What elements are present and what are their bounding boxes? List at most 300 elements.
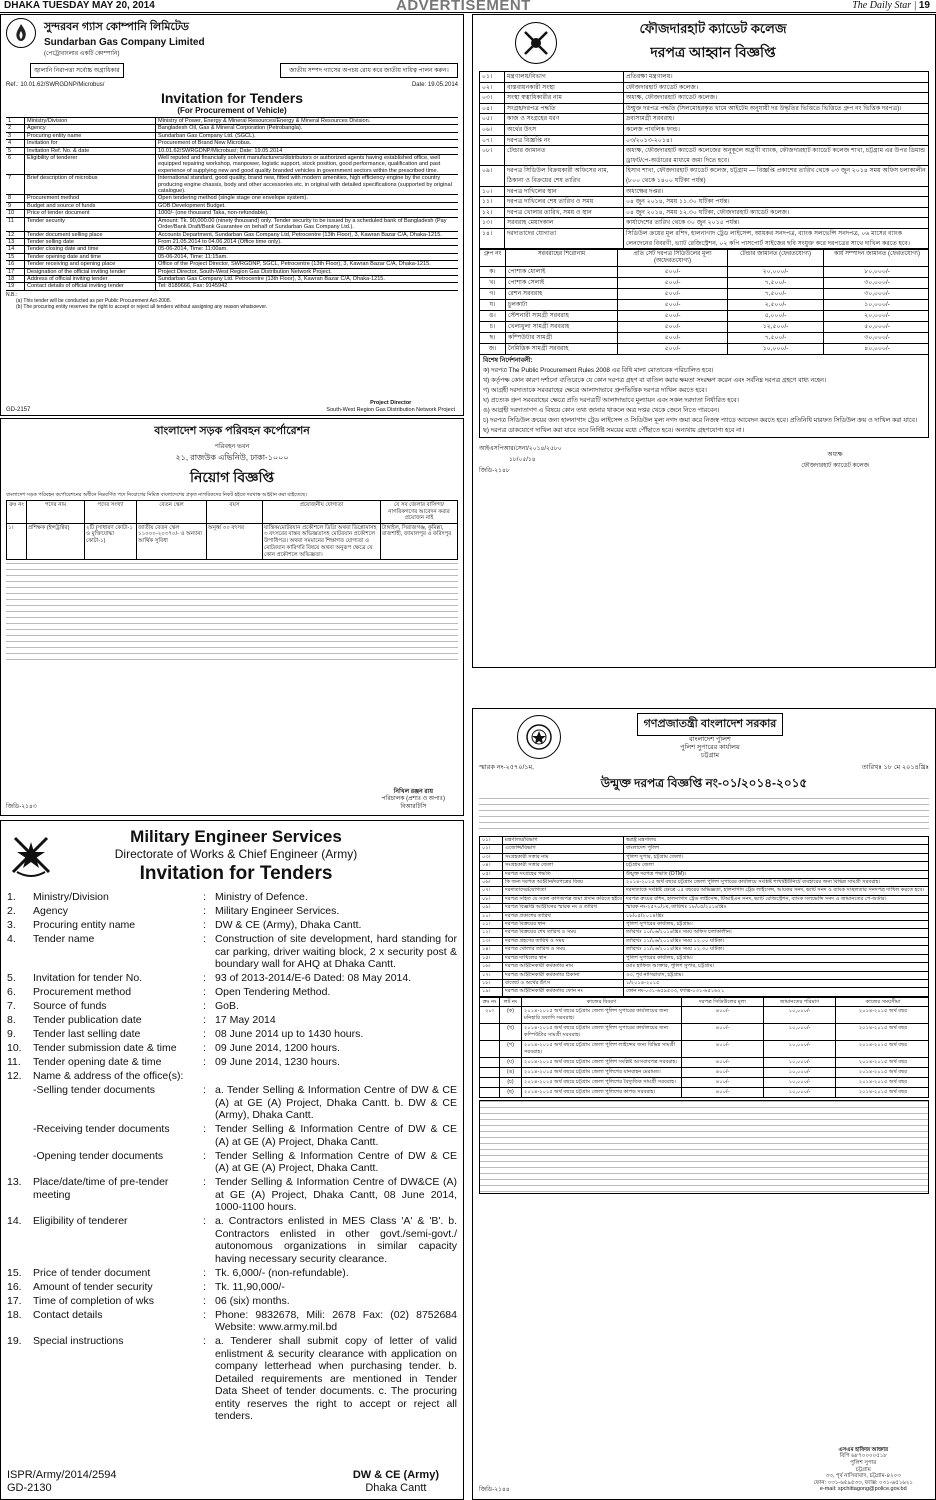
item-number <box>7 1123 33 1148</box>
table-cell: ২০১৪-২০১৫ অর্থ বছর <box>858 1088 908 1095</box>
row-value: Open tendering method (single stage one envelope system). <box>158 195 308 202</box>
row-value: ফৌজদারহাট ক্যাডেট কলেজ। <box>626 83 699 91</box>
table-cell: ৫০০/- <box>618 300 728 310</box>
item-number: 2. <box>7 905 16 917</box>
item-value: Tk. 11,90,000/- <box>215 1280 285 1293</box>
list-item <box>7 1014 457 1027</box>
group-row <box>480 299 928 310</box>
lot-row <box>480 1077 928 1087</box>
table-cell: ৪০০/- <box>682 1041 764 1057</box>
table-cell: ৪০০/- <box>682 1088 764 1097</box>
row-value: ০৩/২০১৩-২০১৪। <box>626 136 673 144</box>
item-number: 1. <box>7 891 16 903</box>
item-label: Eligibility of tenderer <box>33 1215 128 1227</box>
sgcl-subtitle: (পেট্রোবাংলার একটি কোম্পানি) <box>44 51 120 57</box>
list-item <box>7 986 457 999</box>
instruction-item: ঘ) প্রত্যেক গ্রুপ সরবরাহের ক্ষেত্রে প্রতি দরপত্রটি আলাদাভাবে মূল্যায়ন এবং সকল দরদাতা নির্ধারিত হবে। <box>483 397 739 405</box>
mes-details-list <box>7 891 457 1423</box>
item-number: 17. <box>7 1294 22 1307</box>
row-number: ০৯। <box>480 904 503 911</box>
table-cell: জাতীয় বেতন স্কেল ১১০০০-২০৩৭০/- ও অন্যান্য আর্থিক সুবিধা <box>137 524 207 560</box>
table-cell: খেলাধুলা সামগ্রী সরবরাহ <box>506 322 618 332</box>
table-cell: ৫০,০০০/- <box>864 323 890 331</box>
row-number: ১৩। <box>480 938 503 945</box>
separator: : <box>203 1056 206 1068</box>
row-label: দরপত্র দাখিলের স্থান <box>505 187 624 197</box>
table-cell: ৪০০/- <box>682 1078 764 1087</box>
table-row <box>6 254 458 261</box>
table-cell: কম্পিউটার সামগ্রী <box>506 333 618 343</box>
table-cell: পোশাক সেলাই <box>506 278 618 288</box>
table-row <box>6 125 458 132</box>
sgcl-sign-org: South-West Region Gas Distribution Network Project <box>326 406 455 413</box>
row-label: মন্ত্রণালয়/বিভাগ <box>503 837 624 844</box>
table-cell: ১০,০০০/- <box>764 1041 836 1057</box>
table-cell <box>480 1058 500 1067</box>
table-cell <box>480 1068 500 1077</box>
fcc-org: ফৌজদারহাট ক্যাডেট কলেজ <box>639 21 787 36</box>
row-number: ১৮। <box>480 980 503 987</box>
mes-gd: GD-2130 <box>7 1482 52 1494</box>
police-dept: বাংলাদেশ পুলিশ <box>689 736 731 743</box>
table-cell: ২০১৪-২০১৫ অর্থ বছর <box>858 1024 908 1031</box>
table-cell: (খ) <box>500 1024 522 1040</box>
fcc-tender-ad <box>472 14 936 668</box>
row-label: Tender closing date and time <box>25 246 156 252</box>
table-row <box>6 210 458 217</box>
table-row <box>6 148 458 155</box>
item-value: 09 June 2014, 1200 hours. <box>215 1042 340 1054</box>
brtc-signer-org: বিআরটিসি <box>400 803 427 810</box>
row-value: GOB Development Budget. <box>158 202 226 209</box>
item-value: a. Contractors enlisted in MES Class 'A' & 'B'. b. Contractors enlisted in other govt./semi-govt./ autonomous organizations in similar capacity having necessary security clearance. <box>215 1215 457 1265</box>
list-item <box>7 919 457 932</box>
table-cell: স্টেশনারী সামগ্রী সরবরাহ <box>506 311 618 321</box>
table-row <box>480 963 928 971</box>
sgcl-subtitle-en: (For Procurement of Vehicle) <box>177 106 287 115</box>
row-number: ১৪। <box>480 229 505 248</box>
fcc-sign-org: ফৌজদারহাট ক্যাডেট কলেজ <box>801 463 869 470</box>
table-row <box>480 146 928 166</box>
item-label: Agency <box>33 905 69 917</box>
table-row <box>6 239 458 246</box>
sgcl-nb-a: (a) This tender will be conducted as per Public Procurement Act-2008. <box>16 297 171 304</box>
table-cell: ৩০,০০০/- <box>864 279 890 287</box>
table-cell: ১০,০০০/- <box>764 1088 836 1097</box>
table-cell: টাঙ্গাইল, সিরাজগঞ্জ, কুমিল্লা, রাজশাহী, জামালপুর ও ফরিদপুর <box>382 524 452 538</box>
item-value: Ministry of Defence. <box>215 891 308 903</box>
police-lot-table <box>479 998 929 1098</box>
row-value: Sundarban Gas Company Ltd. Petrocentre (13th Floor), 3, Kawran Bazar C/A, Dhaka-1215. <box>158 275 385 282</box>
table-cell: ২০১৪-২০১৫ অর্থ বছরে চট্টগ্রাম জেলা পুলিশ লাইন্সের জন্য বিভিন্ন সামগ্রী সরবরাহ। <box>522 1041 682 1057</box>
item-number: 19. <box>7 1335 22 1347</box>
row-value: উন্মুক্ত দরপত্র পদ্ধতি (OTM)। <box>626 870 686 877</box>
item-label: -Opening tender documents <box>33 1149 164 1162</box>
row-value: Well reputed and financially solvent manufacturers/distributors or authorized agents having established office, well equipped repairing workshop, manpower, logistic support, stock position, good performance, qualification and past experience of supplying new and good quality branded vehicles in government sectors within the prescribed time. <box>158 155 441 174</box>
row-value: Office of the Project Director, SWRGDNP, SGCL, Petrocentre (13th Floor), 3, Kawran Bazar C/A, Dhaka-1215. <box>158 261 431 268</box>
table-cell: রেশন সরবরাহ <box>506 289 618 299</box>
row-number: ১১। <box>480 921 503 928</box>
column-header: কাজের বিবরণ <box>522 998 682 1006</box>
row-value: দরপত্র ক্রয়ের রশিদ, হালনাগাদ ট্রেড লাইসেন্স, টিআইএন সনদ, ভ্যাট রেজিস্ট্রেশন, ব্যাংক সলভেন্সি সনদ ও জামানতের পে-অর্ডার। <box>626 895 887 902</box>
table-row <box>480 854 928 862</box>
table-row <box>480 913 928 921</box>
table-cell: ২০১৪-২০১৫ অর্থ বছরে চট্টগ্রাম জেলা পুলিশ সুপারের কার্যালয়ের জন্য মনিহারি দ্রব্যাদি সরবরাহ। <box>522 1007 682 1023</box>
item-label: Invitation for tender No. <box>33 972 143 984</box>
sgcl-gd: GD-2157 <box>6 407 31 413</box>
police-details-table <box>479 836 929 998</box>
lot-row <box>480 1067 928 1077</box>
row-value: ফোন নং-০৩১-৬৫৯৫৩৩, ফ্যাক্স-০৩১-৬৫১৬২১ <box>626 988 725 995</box>
item-label: Tender name <box>33 933 95 945</box>
row-number: ১৩। <box>480 218 505 228</box>
row-number: ০২। <box>480 845 503 852</box>
item-number: 18. <box>7 1308 22 1321</box>
row-value: হিসাব শাখা, ফৌজদারহাট ক্যাডেট কলেজ, চট্টগ্রাম — বিজ্ঞপ্তি প্রকাশের তারিখ থেকে ০৩ জুন ২০১৪ সময় অফিস চলাকালীন (৮০০ থেকে ১৪০০ ঘটিকা পর্যন্ত) <box>626 167 926 184</box>
police-memo: স্মারক নং-২৫৭০/১ম, <box>479 764 534 771</box>
fcc-details-table <box>479 71 929 250</box>
table-cell: নৈমিত্তিক সামগ্রী সরবরাহ <box>506 344 618 354</box>
mes-sign-place: Dhaka Cantt <box>365 1482 427 1494</box>
instruction-item: গ) আগ্রহী দরদাতাকে সরবরাহের ক্ষেত্রে আলাদাভাবে গ্রুপভিত্তিক দরপত্র দাখিল করতে হবে। <box>483 387 707 395</box>
table-row <box>6 261 458 268</box>
row-value: Sundarban Gas Company Ltd. (SGCL). <box>158 132 256 139</box>
item-value: Tender Selling & Information Centre of DW & CE (A) at GE (A) Project, Dhaka Cantt. <box>215 1149 457 1174</box>
separator: : <box>203 1294 206 1307</box>
list-item <box>7 972 457 985</box>
row-value: তারিখঃ ১১/০৬/২০১৪খ্রিঃ সময় ১২.০০ ঘটিকা। <box>626 937 725 944</box>
row-label: Address of official inviting tender <box>25 276 156 282</box>
fcc-group-table <box>479 250 929 355</box>
row-number: ১২। <box>480 929 503 936</box>
table-cell: ৪০,০০০/- <box>864 345 890 353</box>
row-label: Brief description of microbus <box>25 175 156 194</box>
column-header: পদের নাম <box>27 501 85 523</box>
row-value: কলেজ পাবলিক ফান্ড। <box>626 125 681 133</box>
separator: : <box>203 1000 206 1012</box>
group-row <box>480 343 928 354</box>
separator: : <box>203 1280 206 1293</box>
table-cell: ঘ। <box>480 300 506 310</box>
column-header: ক্রঃ নং <box>480 998 500 1006</box>
row-value: 05-06-2014, Time: 11:15am. <box>158 253 228 260</box>
row-number: ০৩। <box>480 93 505 103</box>
row-number: ০৫। <box>480 871 503 878</box>
row-label: সংগ্রহ/দরপত্র পদ্ধতি <box>505 104 624 114</box>
row-value: ০৪ জুন ২০১৪, সময় ১১.৩০ ঘটিকা পর্যন্ত। <box>626 198 730 206</box>
table-row <box>6 140 458 147</box>
item-value: a. Tender Selling & Information Centre of DW & CE (A) at GE (A) Project, Dhaka Cantt. b. DW & CE (Army), Dhaka Cantt. <box>215 1084 457 1121</box>
table-row <box>6 246 458 253</box>
item-number <box>7 1150 33 1175</box>
item-number: 11. <box>7 1056 21 1068</box>
row-number: 3 <box>6 133 25 139</box>
row-value: অধ্যক্ষ, ফৌজদারহাট ক্যাডেট কলেজের অনুকূলে অগ্রণী ব্যাংক, ফৌজদারহাট ক্যাডেট কলেজ শাখা, চট্টগ্রাম এর উপর ডিমান্ড ড্রাফট/পে-অর্ডারের মাধ্যমে জমা দিতে হবে। <box>626 147 926 164</box>
table-row <box>6 203 458 210</box>
item-value: 09 June 2014, 1230 hours. <box>215 1056 340 1068</box>
sgcl-table <box>6 117 458 291</box>
item-value: Construction of site development, hard standing for car parking, driver waiting block, 2 x security post & boundary wall for AHQ at Dhaka Cantt. <box>215 933 457 970</box>
column-header: লট নং <box>500 998 522 1006</box>
table-cell: (ক) <box>500 1007 522 1023</box>
row-value: প্রতিরক্ষা মন্ত্রণালয়। <box>626 73 673 80</box>
row-number: ১২। <box>480 208 505 218</box>
table-row <box>480 104 928 115</box>
lot-row <box>480 1057 928 1067</box>
list-item <box>7 1176 457 1214</box>
table-row <box>480 136 928 147</box>
item-label: Tender submission date & time <box>33 1042 177 1054</box>
table-cell: অনূর্ধ্ব ৩০ বৎসর <box>207 524 263 560</box>
row-number: 2 <box>6 125 25 131</box>
row-number: 10 <box>6 210 25 216</box>
row-value: তারিখঃ ১১/০৬/২০১৪খ্রিঃ সময় ১২.৩০ ঘটিকা। <box>626 946 725 953</box>
table-cell: ২০,০০০/- <box>864 312 890 320</box>
police-signer: এসএম হাফিজ আক্তার <box>838 1446 888 1453</box>
row-number: ০৭। <box>480 887 503 894</box>
row-label: সরবরাহ মেয়াদকাল <box>505 218 624 228</box>
table-cell <box>480 1078 500 1087</box>
mes-title: Invitation for Tenders <box>139 863 333 884</box>
brtc-gd: জিডি-২১৪৩ <box>6 804 37 810</box>
list-item <box>7 1309 457 1334</box>
row-label: Contact details of official inviting tender <box>25 283 156 289</box>
row-label: Procuring entity name <box>25 133 156 139</box>
mes-tender-ad <box>0 820 464 1500</box>
table-row <box>480 208 928 219</box>
row-label: দরপত্র আহ্বানকারী কর্মকর্তার নাম <box>503 963 624 970</box>
mes-sign: DW & CE (Army) <box>352 1469 439 1481</box>
list-item <box>7 1028 457 1041</box>
group-row <box>480 332 928 343</box>
table-cell: ৫০০/- <box>618 311 728 321</box>
row-number: ১৬। <box>480 963 503 970</box>
item-value: Tender Selling & Information Centre of DW&CE (A) at GE (A) Project, Dhaka Cantt, 08 June 2014, 1000-1100 hours. <box>215 1176 457 1213</box>
sgcl-date: Date: 19.05.2014 <box>411 82 458 88</box>
row-value: Ministry of Power, Energy & Mineral Resources/Energy & Mineral Resources Division. <box>158 118 371 124</box>
row-label: দরপত্র বিক্রয়ের শেষ তারিখ ও সময় <box>503 929 624 936</box>
separator: : <box>203 1084 206 1096</box>
instruction-item: ছ) দরপত্র ডাকযোগে দাখিল করা যাবে তবে নির্দিষ্ট সময়ের মধ্যে পৌঁছাতে হবে। অন্যথায় গ্রহণযোগ্য হবে না। <box>483 427 744 435</box>
separator: : <box>203 1149 206 1162</box>
row-number: 5 <box>6 148 25 154</box>
table-row <box>480 197 928 208</box>
table-cell: ২০১৪-২০১৫ অর্থ বছরে চট্টগ্রাম জেলা পুলিশের কাপড় সরবরাহ। <box>522 1088 682 1097</box>
table-cell: ৪০০/- <box>682 1068 764 1077</box>
table-row <box>6 155 458 175</box>
item-number: 14. <box>7 1215 22 1227</box>
item-number: 10. <box>7 1042 22 1054</box>
fcc-sign: অধ্যক্ষ <box>827 452 843 459</box>
separator: : <box>203 1123 206 1135</box>
item-label: Tender publication date <box>33 1014 142 1026</box>
section-title: ADVERTISEMENT <box>396 0 531 14</box>
row-label: Tender selling date <box>25 239 156 245</box>
instruction-item: খ) কর্তৃপক্ষ কোন কারণ দর্শানো ব্যতিরেকে যে কোন দরপত্র গ্রহণ বা বাতিল করার ক্ষমতা সংরক্ষণ করেন এবং সর্বনিম্ন দরপত্র গ্রহণে বাধ্য নহেন। <box>483 377 827 385</box>
row-number: 13 <box>6 239 25 245</box>
table-row <box>480 93 928 104</box>
group-row <box>480 321 928 332</box>
column-header: গ্রুপ নং <box>480 250 506 266</box>
sgcl-logo-icon <box>6 18 36 48</box>
row-label: দরপত্র খোলার তারিখ ও সময় <box>503 946 624 953</box>
row-label: Designation of the official inviting tender <box>25 269 156 275</box>
row-number: 15 <box>6 254 25 260</box>
row-number: ০১। <box>480 72 505 82</box>
list-item <box>7 891 457 904</box>
row-label: দরপত্র গ্রহণের তারিখ ও সময় <box>503 938 624 945</box>
newspaper-name: The Daily Star | 19 <box>852 0 930 11</box>
row-label: কাজ ও সংগ্রহের ধরণ <box>505 114 624 124</box>
row-label: দরদাতাদের যোগ্যতা <box>505 229 624 248</box>
row-number: ০৯। <box>480 166 505 185</box>
table-cell: ৫,০০০/- <box>728 311 824 321</box>
row-number: ০৬। <box>480 879 503 886</box>
lot-row <box>480 1040 928 1057</box>
mes-directorate: Directorate of Works & Chief Engineer (Army) <box>114 847 358 861</box>
column-header: ক্রঃ নং <box>7 501 27 523</box>
row-number: 9 <box>6 203 25 209</box>
mes-ispr: ISPR/Army/2014/2594 <box>7 1469 117 1481</box>
instruction-item: চ) দরপত্র সিডিউল ক্রয়ের জন্য হালনাগাদ ট্রেড লাইসেন্স ও সিডিউল মূল্য নগদ জমা করে নিজস্ব প্যাডে আবেদন করতে হবে। প্রতিনিধি মারফত সিডিউল ক্রয় ও দাখিল করা যাবে। <box>483 417 918 425</box>
police-signer-city: চট্টগ্রাম <box>855 1466 871 1473</box>
separator: : <box>203 1308 206 1321</box>
table-cell: ঙ। <box>480 311 506 321</box>
row-label: দরপত্র বিক্রয়ের স্থান <box>503 921 624 928</box>
row-number: ১৫। <box>480 955 503 962</box>
table-row <box>480 972 928 980</box>
row-number: ১০। <box>480 913 503 920</box>
row-value: দরদাতাকে সংশ্লিষ্ট ক্ষেত্রে ০৫ বছরের অভিজ্ঞতা, হালনাগাদ ট্রেড লাইসেন্স, আয়কর সনদ, ভ্যাট সনদ ও ব্যাংক সচ্ছলতার সনদপত্র দাখিল করতে হবে। <box>626 887 925 894</box>
row-value: অধ্যক্ষের দপ্তর। <box>626 187 664 195</box>
sgcl-name-bn: সুন্দরবন গ্যাস কোম্পানি লিমিটেড <box>44 21 189 33</box>
row-value: পুলিশ সুপারের কার্যালয়, চট্টগ্রাম। <box>626 921 693 928</box>
table-row <box>480 862 928 870</box>
group-row <box>480 310 928 321</box>
table-cell: ১০,০০০/- <box>864 301 890 309</box>
table-cell: ২,৫০০/- <box>728 300 824 310</box>
row-value: ৩৩, পূর্ব নাসিরাবাদ, চট্টগ্রাম। <box>626 971 684 978</box>
row-label: টেন্ডার জামানত <box>505 146 624 165</box>
instruction-item: ক) দরপত্র The Public Procurement Rules 2008 এর বিধি মালা মোতাবেক পরিচালিত হবে। <box>483 367 714 375</box>
table-cell: ১০,০০০/- <box>764 1024 836 1040</box>
row-value: 10.01.62/SWRGDNP/Microbus/; Date: 19.05.2014 <box>158 147 283 154</box>
row-number: 11 <box>6 218 25 231</box>
table-cell: গ। <box>480 289 506 299</box>
row-number: 8 <box>6 195 25 201</box>
row-number: ১৪। <box>480 946 503 953</box>
table-cell: ৫০০/- <box>618 278 728 288</box>
item-number: 8. <box>7 1014 16 1026</box>
table-row <box>6 133 458 140</box>
item-label: Ministry/Division <box>33 891 109 903</box>
row-number: 18 <box>6 276 25 282</box>
lot-row <box>480 1006 928 1023</box>
police-title: উন্মুক্ত দরপত্র বিজ্ঞপ্তি নং-০১/২০১৪-২০১৫ <box>600 776 808 790</box>
dateline: DHAKA TUESDAY MAY 20, 2014 <box>4 0 155 11</box>
column-header: দরপত্র সিডিউলের মূল্য <box>682 998 764 1006</box>
table-cell: (গ) <box>500 1041 522 1057</box>
item-number: 16. <box>7 1280 22 1293</box>
row-value: পুলিশ সুপারের কার্যালয়, চট্টগ্রাম। <box>626 954 693 961</box>
row-label: কি জন্য দরপত্র আহ্বান/দরপত্রের বিষয় <box>503 879 624 886</box>
row-number: ১৯। <box>480 988 503 995</box>
row-label: দরপত্র সংগ্রহের পদ্ধতি <box>503 871 624 878</box>
police-emblem-icon <box>517 715 561 759</box>
table-row <box>6 276 458 283</box>
table-cell: (ঙ) <box>500 1068 522 1077</box>
row-number: ০২। <box>480 83 505 93</box>
row-label: সংগ্রহকারী সত্তার জেলা <box>503 862 624 869</box>
column-header: বয়স <box>207 501 263 523</box>
item-label: Name & address of the office(s): <box>33 1070 184 1082</box>
separator: : <box>203 1176 206 1188</box>
separator: : <box>203 933 206 945</box>
table-row <box>480 218 928 229</box>
brtc-address: ২১, রাজউক এভিনিউ, ঢাকা-১০০০ <box>175 453 289 462</box>
table-cell <box>480 1041 500 1057</box>
list-item <box>7 1267 457 1280</box>
row-label: Agency <box>25 125 156 131</box>
item-value: Military Engineer Services. <box>215 905 340 917</box>
row-label: এজেন্সি/বিভাগ <box>503 845 624 852</box>
table-cell: ৭,৫০০/- <box>728 333 824 343</box>
table-row <box>480 166 928 186</box>
column-header: পদের সংখ্যা <box>85 501 137 523</box>
item-label: Procurement method <box>33 986 132 998</box>
mes-org: Military Engineer Services <box>130 827 342 846</box>
police-email-link[interactable]: e-mail: spchittagong@police.gov.bd <box>819 1486 907 1493</box>
item-value: 17 May 2014 <box>215 1014 276 1026</box>
row-value: Procurement of Brand New Microbus. <box>158 140 252 147</box>
table-cell: ১০,০০০/- <box>728 344 824 354</box>
separator: : <box>203 1014 206 1026</box>
row-value: International standard, good quality, brand new, fitted with modern amenities, high efficiency engine by the country producing engine chassis, body and other accessories etc. in original with detailed specifications (supported by original catalogue). <box>158 175 452 195</box>
row-number: 1 <box>6 118 25 124</box>
row-number: ০৪। <box>480 862 503 869</box>
row-label: দরপত্র বিজ্ঞপ্তি আহ্বানের স্মারক নং ও তারিখ <box>503 904 624 911</box>
row-label: Ministry/Division <box>25 118 156 124</box>
army-crest-icon <box>7 832 55 880</box>
table-cell: জ। <box>480 344 506 354</box>
row-number: 16 <box>6 261 25 267</box>
item-label: Price of tender document <box>33 1266 151 1279</box>
item-value <box>215 1070 457 1083</box>
item-value: 06 (six) months. <box>215 1294 290 1307</box>
item-label: Procuring entity name <box>33 919 136 931</box>
table-cell: ২০১৪-২০১৫ অর্থ বছর <box>858 1007 908 1014</box>
item-label: Source of funds <box>33 1000 107 1012</box>
column-header: কার্য সম্পাদন জামানত (ফেরতযোগ্য) <box>834 251 920 258</box>
group-row <box>480 277 928 288</box>
table-cell: ২০১৪-২০১৫ অর্থ বছরে চট্টগ্রাম জেলা পুলিশ সুপারের কার্যালয়ের জন্য কম্পিউটার সামগ্রী সরবরাহ। <box>522 1024 682 1040</box>
table-cell: ২০১৪-২০১৫ অর্থ বছরে চট্টগ্রাম জেলা পুলিশের বৈদ্যুতিক সামগ্রী সরবরাহ। <box>522 1078 682 1087</box>
brtc-recruitment-ad <box>0 418 464 816</box>
police-signer-id: বিপি ৬৮৭০০০০৫১৮ <box>839 1453 887 1460</box>
separator: : <box>203 972 206 984</box>
sgcl-sign-title: Project Director <box>370 400 412 406</box>
row-value: 1000/- (one thousand Taka, non-refundable). <box>158 210 269 217</box>
table-row <box>6 269 458 276</box>
sgcl-tender-ad <box>0 14 464 416</box>
item-value: Phone: 9832678, Mili: 2678 Fax: (02) 8752684 Website: www.army.mil.bd <box>215 1308 457 1333</box>
column-header: সরবরাহের শিরোনাম <box>506 250 618 266</box>
table-cell: ৩০,০০০/- <box>864 290 890 298</box>
brtc-org: বাংলাদেশ সড়ক পরিবহন কর্পোরেশন <box>154 425 310 437</box>
brtc-building: পরিবহন ভবন <box>214 443 250 450</box>
item-number: 7. <box>7 1000 16 1012</box>
row-label: সংস্থা স্বত্বাধিকারীর নাম <box>505 93 624 103</box>
